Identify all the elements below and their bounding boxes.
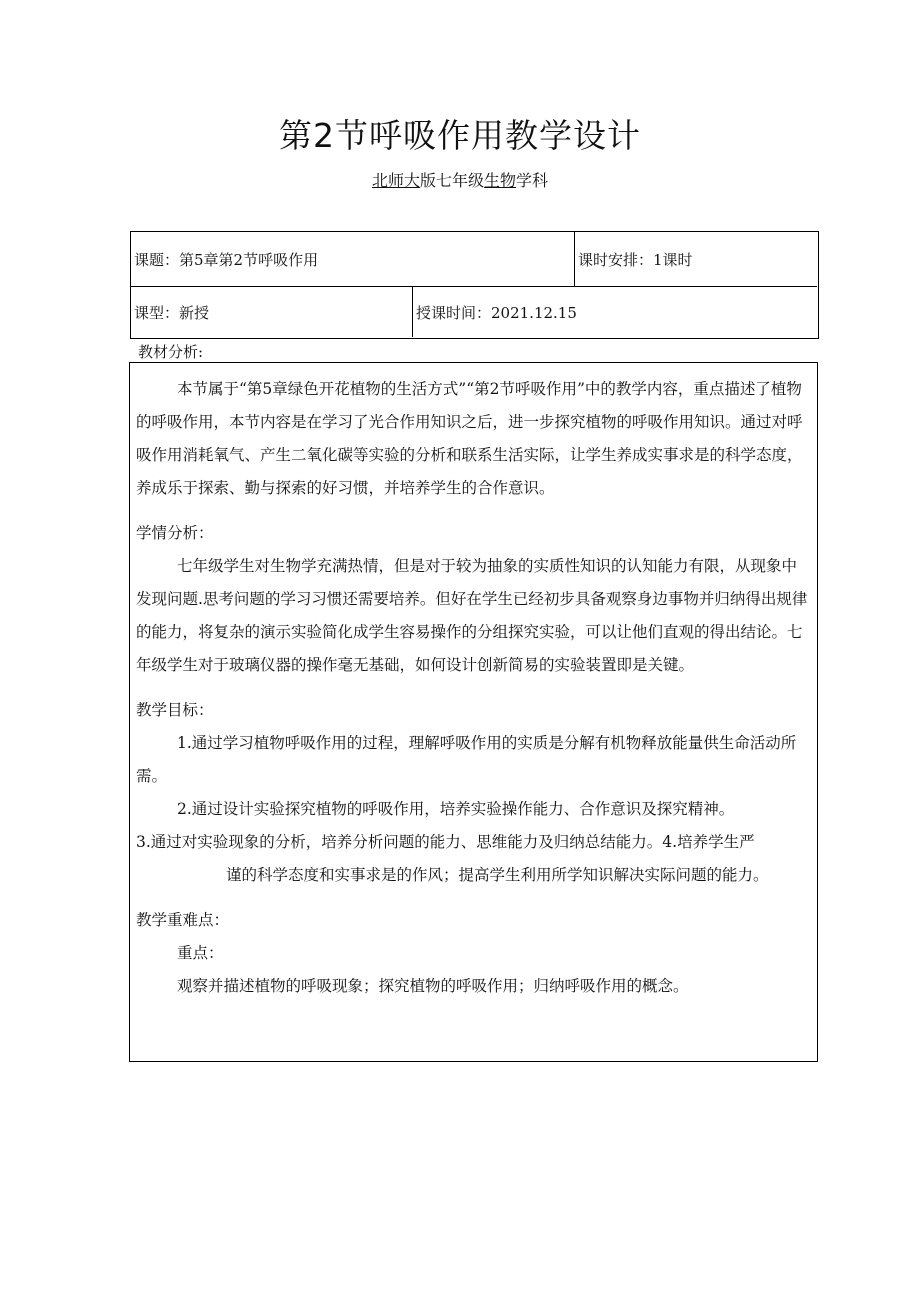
- info-col-divider-1: [574, 231, 575, 286]
- date-cell: 授课时间：2021.12.15: [416, 304, 577, 322]
- textbook-analysis-text: 本节属于“第5章绿色开花植物的生活方式”“第2节呼吸作用”中的教学内容，重点描述了植物的呼吸作用，本节内容是在学习了光合作用知识之后，进一步探究植物的呼吸作用知识。通过对呼吸作用消耗氧气、产生二氧化碳等实验的分析和联系生活实际，让学生养成实事求是的科学态度，养成乐于探索、勤与探索的好习惯，并培养学生的合作意识。: [136, 380, 803, 497]
- topic-cell: 课题：第5章第2节呼吸作用: [134, 251, 319, 269]
- goal-3-line-1: 3.通过对实验现象的分析，培养分析问题的能力、思维能力及归纳总结能力。4.培养学生严: [136, 833, 755, 851]
- subject-name: 生物: [484, 171, 517, 190]
- publisher-name: 北师大: [371, 171, 420, 190]
- info-col-divider-2: [412, 286, 413, 337]
- student-analysis-label: 学情分析：: [136, 524, 214, 542]
- goal-2: 2.通过设计实验探究植物的呼吸作用，培养实验操作能力、合作意识及探究精神。: [177, 800, 735, 818]
- document-title: 第2节呼吸作用教学设计: [279, 116, 641, 155]
- key-points-text: 观察并描述植物的呼吸现象；探究植物的呼吸作用；归纳呼吸作用的概念。: [177, 977, 689, 995]
- goal-3-line-2: 谨的科学态度和实事求是的作风；提高学生利用所学知识解决实际问题的能力。: [226, 866, 769, 884]
- student-analysis-text: 七年级学生对生物学充满热情，但是对于较为抽象的实质性知识的认知能力有限，从现象中发现问题.思考问题的学习习惯还需要培养。但好在学生已经初步具备观察身边事物并归纳得出规律的能力，将复杂的演示实验简化成学生容易操作的分组探究实验，可以让他们直观的得出结论。七年级学生对于玻璃仪器的操作毫无基础，如何设计创新简易的实验装置即是关键。: [136, 557, 808, 674]
- key-points-label: 教学重难点：: [136, 911, 230, 929]
- textbook-analysis-label: 教材分析:: [138, 343, 204, 361]
- hours-cell: 课时安排：1课时: [578, 251, 693, 269]
- lesson-type-cell: 课型：新授: [134, 304, 210, 322]
- goals-label: 教学目标：: [136, 701, 214, 719]
- document-subtitle: [0, 168, 920, 191]
- analysis-box: [129, 362, 818, 1062]
- key-points-sub: 重点：: [177, 944, 224, 962]
- grade-text: 版七年级: [419, 171, 484, 190]
- subject-suffix: 学科: [516, 171, 549, 190]
- goal-1: 1.通过学习植物呼吸作用的过程，理解呼吸作用的实质是分解有机物释放能量供生命活动所需。: [136, 734, 797, 785]
- info-row-divider: [130, 286, 817, 287]
